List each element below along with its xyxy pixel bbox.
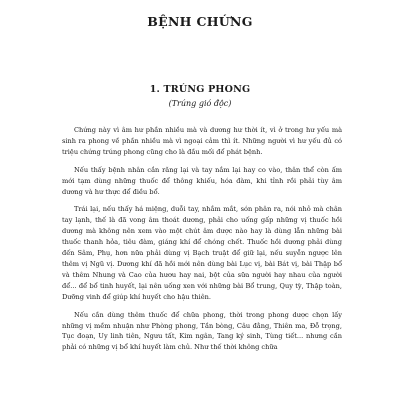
section-subtitle: (Trúng gió độc) (168, 99, 232, 108)
page-title: BỆNH CHỨNG (147, 14, 253, 29)
body-text (62, 125, 342, 360)
paragraph: Nếu thấy bệnh nhân cắn răng lại và tay nắm lại hay co vào, thân thể còn ấm mới tạm dùng những thuốc để thông khiếu, hóa đàm, khi tỉnh rồi phải tùy âm dương và hư thực để điều bổ. (62, 165, 342, 196)
paragraph: Nếu cần dùng thêm thuốc để chữa phong, thời trong phong dược chọn lấy những vị mềm nhuận như Phòng phong, Tần bòng, Câu đằng, Thiên ma, Đỗ trọng, Tục đoạn, Uy linh tiên, Ngưu tất, Kim ngân, Tang ký sinh, Tùng tiết... nhưng cần phải có những vị bổ khí huyết làm chủ. Như thế thời không chữa (62, 310, 342, 352)
paragraph: Trái lại, nếu thấy há miệng, duỗi tay, nhắm mắt, són phân ra, nói nhỏ mà chân tay lạnh, thế là đã vong âm thoát dương, phải cho uống gấp những vị thuốc hồi dương mà không nên xem vào một chút âm dược nào hay là dùng lẫn những bài thuốc thanh hỏa, tiêu đàm, giáng khí để chóng chết. Thuốc hồi dương phải dùng đến Sâm, Phụ, hơn nữa phải dùng vị Bạch truật để giữ lại, nếu suyễn ngược lên thêm vị Ngũ vị. Dương khí đã hồi mới nên dùng bài Lục vị, bài Bát vị, bài Thập bổ và thêm Nhung và Cao của hươu hay nai, bột của sữa người hay nhau của người để... để bổ tinh huyết, lại nên uống xen với những bài Bổ trung, Quy tỳ, Thập toàn, Dưỡng vinh để giúp khí huyết cho hậu thiên. (62, 205, 342, 301)
section-title: 1. TRÚNG PHONG (149, 84, 251, 95)
paragraph: Chứng này vì âm hư phần nhiều mà và dương hư thời ít, vì ở trong hư yếu mà sinh ra phong về phần nhiều mà vì ngoại cảm thì ít. Những người vì hư yếu đủ có triệu chứng trúng phong cũng cho là đầu mối để phát bệnh. (62, 126, 342, 156)
